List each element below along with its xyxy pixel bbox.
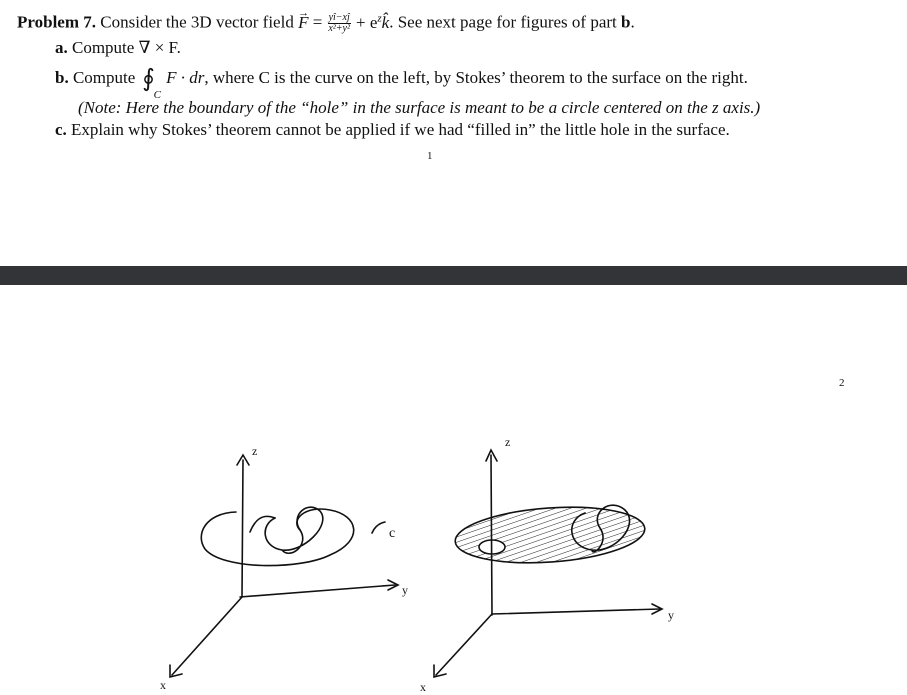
right-x-label: x <box>420 680 426 694</box>
part-a-text: Compute ∇ × F. <box>72 38 181 57</box>
part-c <box>55 120 730 140</box>
left-x-axis <box>170 597 242 677</box>
part-a-label: a. <box>55 38 68 57</box>
left-y-label: y <box>402 583 408 597</box>
part-b-label: b. <box>55 68 69 87</box>
part-b-text: , where C is the curve on the left, by Stokes’ theorem to the surface on the right. <box>204 68 748 87</box>
field-fraction <box>328 13 351 34</box>
field-symbol: → F <box>298 13 308 33</box>
equals-sign: = <box>312 12 323 32</box>
surface <box>453 501 646 568</box>
left-z-axis <box>237 455 249 597</box>
part-b-compute: Compute <box>72 68 136 87</box>
page-number-2: 2 <box>839 377 845 389</box>
part-c-label: c. <box>55 120 67 139</box>
fraction-denominator: x²+y² <box>328 23 350 35</box>
left-z-label: z <box>252 444 258 458</box>
figures-area <box>0 285 907 695</box>
fraction-numerator: yî−xĵ <box>328 12 350 24</box>
part-c-text: Explain why Stokes’ theorem cannot be applied if we had “filled in” the little hole in the surface. <box>71 120 730 139</box>
page-divider <box>0 266 907 285</box>
right-y-axis <box>492 604 662 614</box>
note: (Note: Here the boundary of the “hole” in the surface is meant to be a circle centered on the z axis.) <box>78 98 761 117</box>
problem-statement: Problem 7. Consider the 3D vector field → F = $\frac{yî-xĵ}{\text{x²+y²}}$ + $e^zk̂$. See next page for figures of part b. <box>17 8 635 34</box>
right-figure <box>420 435 674 694</box>
part-b <box>55 66 748 102</box>
page-number-1: 1 <box>427 150 433 162</box>
contour-integral-symbol: ∮ C <box>142 66 161 102</box>
curve-c <box>201 507 353 565</box>
left-x-label: x <box>160 678 166 692</box>
integrand: F · dr <box>166 68 205 87</box>
left-y-axis <box>240 580 398 597</box>
problem-intro: Consider the 3D vector field <box>100 12 294 32</box>
problem-tail: . See next page for figures of part <box>389 12 617 32</box>
problem-label: Problem 7. <box>17 12 97 32</box>
page-one <box>0 0 907 265</box>
plus-exponential: + $e^zk̂$ <box>356 12 390 32</box>
part-a <box>55 38 181 58</box>
curve-c-label: c <box>389 526 396 541</box>
curve-c-pointer <box>372 522 385 533</box>
right-y-label: y <box>668 608 674 622</box>
right-x-axis <box>434 614 492 677</box>
part-b-reference: b <box>621 12 631 32</box>
left-figure <box>160 444 408 692</box>
right-z-label: z <box>505 435 511 449</box>
